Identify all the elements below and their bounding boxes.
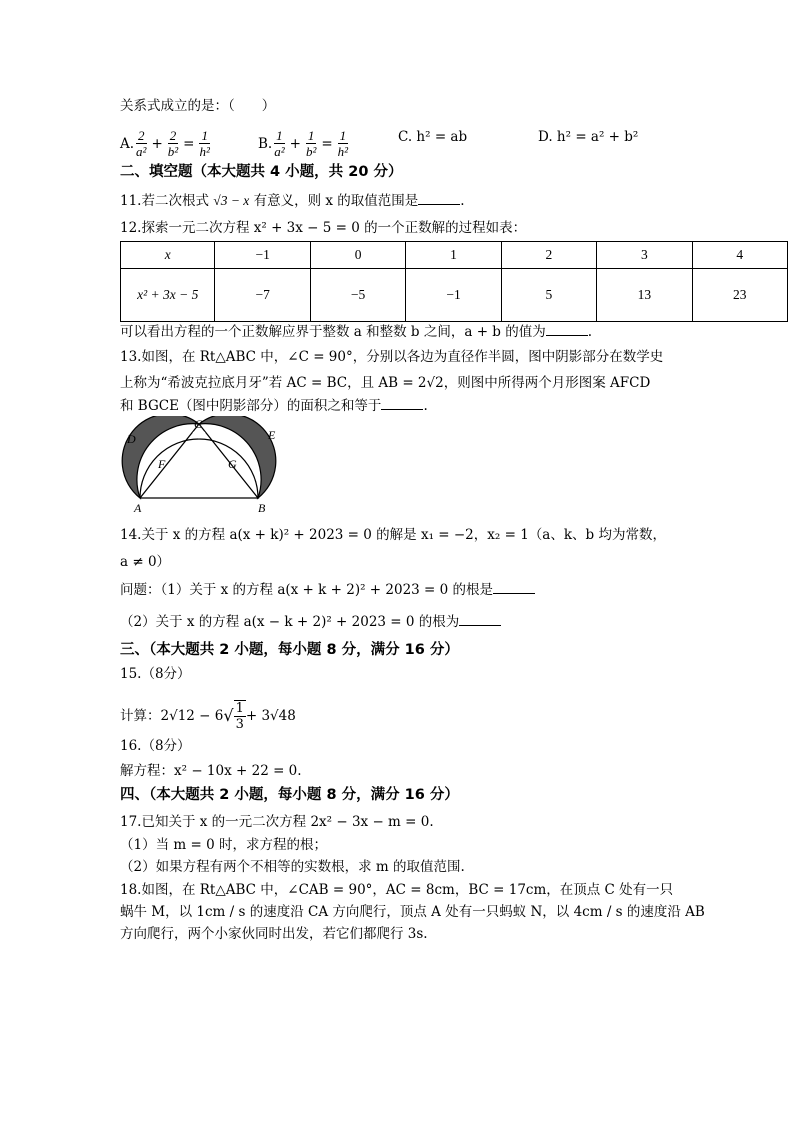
- q13-line2: 上称为“希波克拉底月牙”若 AC = BC，且 AB = 2√2，则图中所得两个月形图案 AFCD: [120, 375, 651, 391]
- section-3-heading: 三、（本大题共 2 小题，每小题 8 分，满分 16 分）: [120, 642, 459, 658]
- label-c: C: [194, 417, 203, 431]
- right-angle-mark: [193, 432, 205, 438]
- answer-blank[interactable]: [546, 323, 588, 336]
- q14-line3: 问题：（1）关于 x 的方程 a(x + k + 2)² + 2023 = 0 的根是: [120, 581, 535, 599]
- label-e: E: [268, 428, 276, 442]
- q12-stem: 12.探索一元二次方程 x² + 3x − 5 = 0 的一个正数解的过程如表：: [120, 220, 527, 236]
- option-a: A. $\frac{2}{\text{a²}}$ + $\frac{2}{\text{b²}}$ = $\frac{1}{\text{h²}}$: [120, 128, 210, 159]
- option-b: B. $\frac{1}{\text{a²}}$ + $\frac{1}{\text{b²}}$ = $\frac{1}{\text{h²}}$: [258, 128, 349, 159]
- q18-line3: 方向爬行，两个小家伙同时出发，若它们都爬行 3s.: [120, 926, 428, 942]
- hippocrates-lune-figure: [118, 416, 288, 516]
- q12-table: [120, 241, 788, 322]
- option-c: C. h² = ab: [398, 129, 468, 145]
- q14-line1: 14.关于 x 的方程 a(x + k)² + 2023 = 0 的解是 x₁ = −2，x₂ = 1（a、k、b 均为常数，: [120, 527, 666, 543]
- section-4-heading: 四、（本大题共 2 小题，每小题 8 分，满分 16 分）: [120, 787, 459, 803]
- q14-line4: （2）关于 x 的方程 a(x − k + 2)² + 2023 = 0 的根为: [120, 613, 501, 631]
- q13-line1: 13.如图，在 Rt△ABC 中，∠C = 90°，分别以各边为直径作半圆，图中阴影部分在数学史: [120, 349, 664, 365]
- label-b: B: [258, 501, 266, 515]
- option-d: D. h² = a² + b²: [538, 129, 639, 145]
- label-a: A: [134, 501, 142, 515]
- lune-right: [199, 416, 276, 498]
- answer-blank[interactable]: [459, 613, 501, 626]
- q13-line3: 和 BGCE（图中阴影部分）的面积之和等于 .: [120, 398, 428, 414]
- table-row: x −1 0 1 2 3 4: [121, 242, 788, 269]
- q15-body: 计算：2√12 − 6 √ $\frac{1}{3}$ + 3√48: [120, 701, 296, 732]
- q11: 11.若二次根式 √3 − x 有意义，则 x 的取值范围是 .: [120, 193, 465, 209]
- answer-blank[interactable]: [381, 397, 423, 410]
- q16-body: 解方程：x² − 10x + 22 = 0.: [120, 763, 302, 779]
- q17-line1: 17.已知关于 x 的一元二次方程 2x² − 3x − m = 0.: [120, 814, 434, 830]
- q15-head: 15.（8分）: [120, 666, 191, 682]
- section-2-heading: 二、填空题（本大题共 4 小题，共 20 分）: [120, 164, 403, 180]
- q11-radical: √3 − x: [213, 193, 250, 208]
- q17-line2: （1）当 m = 0 时，求方程的根；: [120, 837, 327, 853]
- q12-tail: 可以看出方程的一个正数解应界于整数 a 和整数 b 之间，a + b 的值为 .: [120, 324, 593, 340]
- answer-blank[interactable]: [418, 192, 460, 205]
- q18-line1: 18.如图，在 Rt△ABC 中，∠CAB = 90°，AC = 8cm，BC = 17cm，在顶点 C 处有一只: [120, 882, 674, 898]
- q17-line3: （2）如果方程有两个不相等的实数根，求 m 的取值范围.: [120, 859, 465, 875]
- q14-line2: a ≠ 0）: [120, 554, 171, 570]
- q10-tail: 关系式成立的是：（ ）: [120, 98, 276, 114]
- label-g: G: [228, 457, 237, 471]
- label-f: F: [158, 457, 166, 471]
- table-row: x² + 3x − 5 −7 −5 −1 5 13 23: [121, 269, 788, 322]
- label-d: D: [127, 432, 136, 446]
- q16-head: 16.（8分）: [120, 738, 191, 754]
- answer-blank[interactable]: [493, 581, 535, 594]
- q18-line2: 蜗牛 M，以 1cm / s 的速度沿 CA 方向爬行，顶点 A 处有一只蚂蚁 N，以 4cm / s 的速度沿 AB: [120, 904, 705, 920]
